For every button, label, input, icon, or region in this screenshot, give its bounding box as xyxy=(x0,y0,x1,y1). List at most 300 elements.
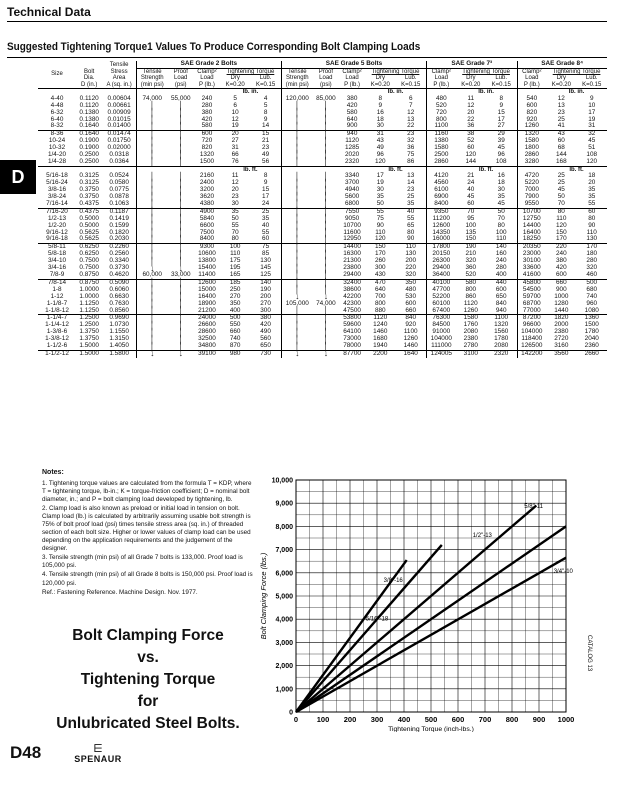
table-cell: 1940 xyxy=(373,342,388,350)
table-cell: 0.5625 xyxy=(79,228,99,236)
g5-col-tt: Tightening Torque xyxy=(371,68,420,75)
table-cell: 35 xyxy=(407,199,415,207)
g5-tensile-cell: │ xyxy=(281,159,312,166)
table-cell: 23 xyxy=(395,131,426,138)
table-cell: 7550 xyxy=(339,208,365,215)
table-cell: 1.0000 xyxy=(79,292,99,300)
table-cell: 170 xyxy=(374,250,386,258)
table-cell: 40 xyxy=(467,186,475,194)
table-cell: 1000 xyxy=(554,292,569,300)
unit-cell: lb. ft. xyxy=(365,166,426,173)
g5-tensile-cell: │ xyxy=(281,265,312,272)
torque-table-wrap xyxy=(38,61,607,358)
table-cell: 600 xyxy=(555,271,567,278)
table-cell: 120 xyxy=(465,151,477,159)
table-cell: 10700 xyxy=(517,208,546,215)
table-cell: 600 xyxy=(194,131,220,138)
table-cell: 32400 xyxy=(339,279,365,286)
table-cell: 140 xyxy=(250,279,281,286)
g5-tensile-cell: │ xyxy=(281,315,312,322)
section-tab[interactable]: D xyxy=(0,160,36,194)
table-cell: 13 xyxy=(557,101,565,109)
note-1: 1. Tightening torque values are calculated from the formula T = KDP, where T = tightening torque, lb-in.; K = torque-friction coefficient; D = nominal bolt diameter, in.; and P = bolt clamping load developed by tightening, lb. xyxy=(42,479,252,504)
table-cell: 68700 xyxy=(517,301,546,308)
table-cell: 150 xyxy=(555,228,567,236)
g5-clamp-l1: Clamp² xyxy=(342,68,362,75)
table-cell: 29400 xyxy=(427,265,456,272)
g5-tensile-cell: │ xyxy=(281,258,312,265)
table-cell: 240 xyxy=(555,250,567,258)
table-cell: 4-48 xyxy=(50,101,64,109)
g2-tensile-cell: ↓ xyxy=(136,350,167,357)
table-cell: 800 xyxy=(374,299,386,307)
big-title-l4: for xyxy=(137,693,159,710)
g2-tensile-cell: ↓ xyxy=(136,265,167,272)
g2-proof-cell: │ xyxy=(178,192,184,202)
table-cell: 16000 xyxy=(427,236,456,243)
g8-col-clamp xyxy=(517,68,546,81)
table-cell: 880 xyxy=(374,306,386,314)
unit-cell: lb. ft. xyxy=(220,166,281,173)
g7-col-dry: Dry xyxy=(466,75,476,82)
x-tick-label: 700 xyxy=(478,715,492,724)
table-cell: 49 xyxy=(262,151,270,159)
table-cell: 250 xyxy=(229,285,241,293)
table-cell: 77000 xyxy=(517,308,546,315)
table-cell: 15 xyxy=(262,186,270,194)
table-cell: 520 xyxy=(465,271,477,278)
table-cell: 1-12 xyxy=(50,292,64,300)
table-cell: 64100 xyxy=(343,328,361,336)
table-cell: 22 xyxy=(467,115,475,123)
table-cell: 6-40 xyxy=(50,115,64,123)
g5-tensile-cell: ↓ xyxy=(281,350,312,357)
table-cell: 9 xyxy=(589,94,594,102)
table-cell: 17 xyxy=(588,108,596,116)
table-cell: 120 xyxy=(586,157,598,165)
g7-unit-clamp: P (lb.) xyxy=(427,82,456,89)
g8-col-lub: Lub. xyxy=(585,75,598,82)
table-cell: 84500 xyxy=(427,322,456,329)
series-label: 3/8"-16 xyxy=(383,578,403,585)
series-line xyxy=(296,506,536,712)
table-cell: 3620 xyxy=(199,193,215,201)
table-cell: 0.8750 xyxy=(76,279,102,286)
table-cell: 15 xyxy=(497,108,505,116)
g5-proof-l1: Proof xyxy=(318,68,334,75)
table-cell: 80 xyxy=(407,228,415,236)
table-cell: 1/2-13 xyxy=(47,214,67,222)
table-cell: 13 xyxy=(407,115,415,123)
table-cell: 20 xyxy=(588,179,596,187)
table-cell: 4120 xyxy=(427,173,456,180)
g2-proof-cell: │ xyxy=(178,327,184,337)
table-cell: 30 xyxy=(376,186,384,194)
table-cell: 1320 xyxy=(517,131,546,138)
notes-block xyxy=(42,469,254,598)
table-cell: 120 xyxy=(374,235,386,243)
table-cell: 0.1380 xyxy=(79,108,99,116)
table-cell: 1160 xyxy=(427,131,456,138)
g5-unit-clamp: P (lb.) xyxy=(344,81,361,88)
table-cell: 41 xyxy=(557,122,565,130)
table-cell: 40 xyxy=(262,221,270,229)
table-cell: 34800 xyxy=(198,342,216,350)
table-cell: 45 xyxy=(467,193,475,201)
table-cell: 1080 xyxy=(584,306,599,314)
table-cell: 360 xyxy=(465,264,477,272)
table-cell: 4720 xyxy=(517,173,546,180)
y-tick-label: 8,000 xyxy=(275,523,293,531)
table-cell: 25 xyxy=(250,208,281,215)
table-cell: 67400 xyxy=(427,308,456,315)
g2-tensile-cell: │ xyxy=(136,329,167,336)
table-cell: 320 xyxy=(405,271,417,278)
table-cell: 96600 xyxy=(517,322,546,329)
table-cell: 1280 xyxy=(554,299,569,307)
table-cell: 6100 xyxy=(427,187,456,194)
series-label: 1/2"-13 xyxy=(472,532,492,539)
g5-proof-cell: ↓ xyxy=(323,292,328,302)
table-cell: 17 xyxy=(497,115,505,123)
table-cell: 60 xyxy=(467,199,475,207)
table-cell: 0.1599 xyxy=(109,221,129,229)
table-cell: 800 xyxy=(427,117,456,124)
table-cell: 52200 xyxy=(427,294,456,301)
table-cell: 740 xyxy=(229,335,241,343)
g2-col-tt: Tightening Torque xyxy=(226,68,275,75)
table-cell: 21 xyxy=(262,137,270,145)
page-subtitle: Suggested Tightening Torque1 Values To Produce Corresponding Bolt Clamping Loads xyxy=(7,41,421,53)
g2-tensile-cell: │ xyxy=(136,236,167,243)
table-cell: 640 xyxy=(346,115,358,123)
table-cell: 0.0878 xyxy=(109,193,129,201)
x-tick-label: 0 xyxy=(293,715,299,724)
g8-col-dry: Dry xyxy=(556,75,566,82)
g2-proof-cell: │ xyxy=(168,244,194,251)
table-cell: 23000 xyxy=(517,251,546,258)
x-tick-label: 900 xyxy=(532,715,546,724)
table-cell: 270 xyxy=(229,292,241,300)
table-cell: 27 xyxy=(231,137,239,145)
table-cell: 8-32 xyxy=(50,122,64,130)
g2-proof-cell: │ xyxy=(178,171,184,181)
table-cell: 380 xyxy=(346,94,358,102)
table-cell: 55 xyxy=(365,208,395,215)
table-cell: 6 xyxy=(233,101,237,109)
table-cell: 43 xyxy=(376,137,384,145)
table-cell: 29 xyxy=(486,131,517,138)
table-cell: 11600 xyxy=(343,228,361,236)
table-row xyxy=(38,350,607,357)
table-cell: 1440 xyxy=(554,306,569,314)
table-cell: 1240 xyxy=(373,321,388,329)
table-cell: 16300 xyxy=(343,250,361,258)
table-cell: 90 xyxy=(588,221,596,229)
table-cell: 90 xyxy=(376,221,384,229)
table-cell: 17800 xyxy=(427,244,456,251)
table-cell: 1460 xyxy=(403,342,418,350)
table-cell: 45800 xyxy=(517,279,546,286)
table-cell: 24000 xyxy=(194,315,220,322)
g5-tensile-cell: │ xyxy=(281,244,312,251)
g5-tens-l2: Strength xyxy=(285,75,309,82)
table-cell: 2860 xyxy=(517,152,546,159)
g2-tens-l2: Strength xyxy=(140,75,164,82)
table-cell: 600 xyxy=(405,299,417,307)
table-cell: 11 xyxy=(231,172,239,180)
g2-proof-cell: │ xyxy=(178,334,184,344)
table-cell: 400 xyxy=(495,271,507,278)
table-cell: 0.00661 xyxy=(107,101,131,109)
g5-col-lub: Lub. xyxy=(404,75,417,82)
table-cell: 1.1250 xyxy=(79,299,99,307)
table-cell: 0.6250 xyxy=(79,250,99,258)
table-cell: 14400 xyxy=(517,223,546,230)
table-cell: 1285 xyxy=(344,144,360,152)
g7-unit-lub: K=0.15 xyxy=(491,81,511,88)
table-cell: 23 xyxy=(407,186,415,194)
table-cell: 480 xyxy=(405,285,417,293)
g8-unit-clamp: P (lb.) xyxy=(517,82,546,89)
g2-proof-cell: │ xyxy=(168,131,194,138)
table-cell: 0.1900 xyxy=(79,137,99,145)
g5-tensile-cell: 120,000 xyxy=(281,96,312,103)
table-cell: 144 xyxy=(555,151,567,159)
table-cell: 55 xyxy=(231,221,239,229)
table-cell: 9300 xyxy=(194,244,220,251)
y-tick-label: 6,000 xyxy=(275,570,293,578)
table-cell: 35 xyxy=(588,193,596,201)
g7-col-clamp xyxy=(427,68,456,81)
table-cell: 490 xyxy=(260,328,271,336)
table-cell: 50 xyxy=(376,199,384,207)
table-cell: 39 xyxy=(497,137,505,145)
table-cell: 45 xyxy=(497,199,505,207)
table-cell: 23800 xyxy=(343,264,361,272)
g5-proof-cell: │ xyxy=(323,270,329,280)
table-cell: 70 xyxy=(557,199,565,207)
table-cell: 0.6630 xyxy=(109,292,129,300)
table-cell: 900 xyxy=(346,122,358,130)
g8-col-tt: Tightening Torque xyxy=(552,68,601,75)
table-cell: 1-1/2-12 xyxy=(38,350,76,357)
table-cell: 580 xyxy=(346,108,358,116)
g5-proof-cell: │ xyxy=(323,285,329,295)
table-cell: 1100 xyxy=(486,315,517,322)
g2-tensile-cell: │ xyxy=(136,123,167,130)
table-cell: 18250 xyxy=(517,236,546,243)
table-cell: 19 xyxy=(376,179,384,187)
table-cell: 2860 xyxy=(427,159,456,166)
table-cell: 86 xyxy=(407,157,415,165)
table-cell: 50 xyxy=(557,193,565,201)
table-cell: 350 xyxy=(229,299,241,307)
g2-tensile-cell: │ xyxy=(136,216,167,223)
table-cell: 50 xyxy=(231,214,239,222)
table-cell: 29400 xyxy=(343,271,361,278)
table-cell: 280 xyxy=(201,101,213,109)
table-cell: 2080 xyxy=(494,342,509,350)
table-cell: 12 xyxy=(557,94,565,102)
table-cell: 9 xyxy=(378,101,383,109)
table-cell: 400 xyxy=(229,306,241,314)
table-cell: 1120 xyxy=(463,299,478,307)
g5-tensile-cell: │ xyxy=(281,336,312,343)
g2-tensile-cell: │ xyxy=(136,251,167,258)
table-cell: 740 xyxy=(586,292,598,300)
col-dia-l2: Dia. xyxy=(83,75,95,82)
table-cell: 1320 xyxy=(494,321,509,329)
y-tick-label: 1,000 xyxy=(275,686,293,694)
table-cell: 1500 xyxy=(584,321,599,329)
table-cell: 3/8-16 xyxy=(47,186,67,194)
table-cell: 55 xyxy=(407,214,415,222)
table-cell: 0.1640 xyxy=(79,122,99,130)
table-cell: 8-36 xyxy=(38,131,76,138)
table-cell: 0.8560 xyxy=(109,306,129,314)
table-cell: 10 xyxy=(231,108,239,116)
table-cell: 1580 xyxy=(456,315,486,322)
table-cell: 650 xyxy=(495,292,507,300)
g2-tensile-cell: │ xyxy=(136,180,167,187)
table-cell: 0.2500 xyxy=(79,157,99,165)
table-cell: 59700 xyxy=(517,294,546,301)
table-cell: 104000 xyxy=(517,329,546,336)
table-cell: 550 xyxy=(229,321,241,329)
g2-proof-cell: │ xyxy=(168,315,194,322)
g7-clamp-l2: Load xyxy=(434,75,448,82)
table-cell: 130 xyxy=(260,257,271,265)
table-cell: 19 xyxy=(588,115,596,123)
table-cell: 10700 xyxy=(343,221,361,229)
table-cell: 9/16-12 xyxy=(46,228,68,236)
g5-proof-cell: │ xyxy=(323,214,329,224)
big-title-l1: Bolt Clamping Force xyxy=(72,627,224,644)
table-cell: 2000 xyxy=(554,321,569,329)
table-cell: 100 xyxy=(220,244,250,251)
table-cell: 130 xyxy=(586,235,598,243)
g2-proof-cell: │ xyxy=(178,178,184,188)
g5-proof-cell: │ xyxy=(323,185,329,195)
g5-tensile-cell: │ xyxy=(281,329,312,336)
table-cell: 39100 xyxy=(194,350,220,357)
table-cell: 1360 xyxy=(577,315,608,322)
table-cell: 8 xyxy=(499,94,503,102)
table-cell: 1.1550 xyxy=(109,328,129,336)
g5-tensile-cell: │ xyxy=(281,251,312,258)
g2-proof-cell: │ xyxy=(178,150,184,160)
y-axis-label: Bolt Clamping Force (lbs.) xyxy=(259,552,268,640)
g2-tensile-cell: │ xyxy=(136,145,167,152)
table-cell: 100 xyxy=(495,228,507,236)
g2-proof-cell: │ xyxy=(178,249,184,259)
table-cell: 40 xyxy=(395,208,426,215)
table-cell: 124005 xyxy=(427,350,456,357)
table-cell: 4-40 xyxy=(50,94,64,102)
g2-tens-l1: Tensile xyxy=(142,68,162,75)
g5-tensile-cell: │ xyxy=(281,322,312,329)
table-cell: 20150 xyxy=(427,251,456,258)
g2-proof-cell: │ xyxy=(178,305,184,315)
table-cell: 38600 xyxy=(343,285,361,293)
table-cell: 8 xyxy=(263,172,268,180)
table-cell: 14350 xyxy=(427,230,456,237)
table-cell: 125 xyxy=(260,271,271,278)
g5-proof-cell: │ xyxy=(313,244,339,251)
g5-proof-cell: │ xyxy=(313,131,339,138)
g5-tensile-cell: │ xyxy=(281,123,312,130)
table-cell: 220 xyxy=(546,244,576,251)
table-cell: 0.0318 xyxy=(109,151,129,159)
table-cell: 2320 xyxy=(344,157,360,165)
table-cell: 135 xyxy=(465,228,477,236)
table-cell: 23 xyxy=(557,108,565,116)
table-cell: 1/4-20 xyxy=(47,151,67,159)
table-cell: 35 xyxy=(262,214,270,222)
table-cell: 720 xyxy=(201,137,213,145)
g5-proof-cell: │ xyxy=(323,101,329,111)
g5-tensile-cell: │ xyxy=(281,152,312,159)
table-cell: 380 xyxy=(250,315,281,322)
g5-proof-cell: │ xyxy=(323,234,329,244)
g2-unit-dry: K=0.20 xyxy=(225,81,245,88)
table-cell: 1800 xyxy=(517,145,546,152)
table-cell: 31 xyxy=(365,131,395,138)
table-cell: 320 xyxy=(465,257,477,265)
table-cell: 600 xyxy=(495,285,507,293)
table-cell: 680 xyxy=(586,285,598,293)
notes-heading: Notes: xyxy=(42,469,64,476)
table-cell: 120 xyxy=(555,221,567,229)
table-cell: 14 xyxy=(407,179,415,187)
table-cell: 33600 xyxy=(517,265,546,272)
table-cell: 1.5000 xyxy=(76,350,102,357)
g8-unit-lub: K=0.15 xyxy=(582,81,602,88)
table-cell: 320 xyxy=(586,264,598,272)
table-cell: 2360 xyxy=(584,342,599,350)
table-cell: 110 xyxy=(395,244,426,251)
table-cell: 10600 xyxy=(198,250,216,258)
table-cell: 660 xyxy=(405,306,417,314)
table-cell: 87700 xyxy=(339,350,365,357)
table-cell: 980 xyxy=(220,350,250,357)
table-cell: 7/16-14 xyxy=(46,199,68,207)
table-cell: 580 xyxy=(201,122,213,130)
table-cell: 96 xyxy=(497,151,505,159)
g8-clamp-l1: Clamp² xyxy=(522,68,542,75)
table-cell: 9050 xyxy=(344,214,360,222)
g2-proof-cell: │ xyxy=(178,299,184,309)
page-number: D48 xyxy=(10,743,42,762)
table-cell: 11400 xyxy=(198,271,216,278)
brand-logo xyxy=(63,744,133,764)
g7-clamp-l1: Clamp² xyxy=(431,68,451,75)
g2-proof-cell: 33,000 xyxy=(170,271,191,278)
table-cell: 30100 xyxy=(517,258,546,265)
g2-tensile-cell: │ xyxy=(136,322,167,329)
table-cell: 140 xyxy=(486,244,517,251)
g5-proof-cell: │ xyxy=(323,178,329,188)
g2-col-clamp xyxy=(194,68,220,81)
g5-proof-cell: │ xyxy=(323,249,329,259)
table-cell: 76300 xyxy=(427,315,456,322)
table-cell: 8400 xyxy=(199,235,215,243)
table-cell: 9350 xyxy=(427,208,456,215)
g2-proof-cell: 55,000 xyxy=(170,94,191,102)
g2-tensile-cell: 60,000 xyxy=(136,272,167,279)
g2-proof-l2: Load xyxy=(174,75,188,82)
